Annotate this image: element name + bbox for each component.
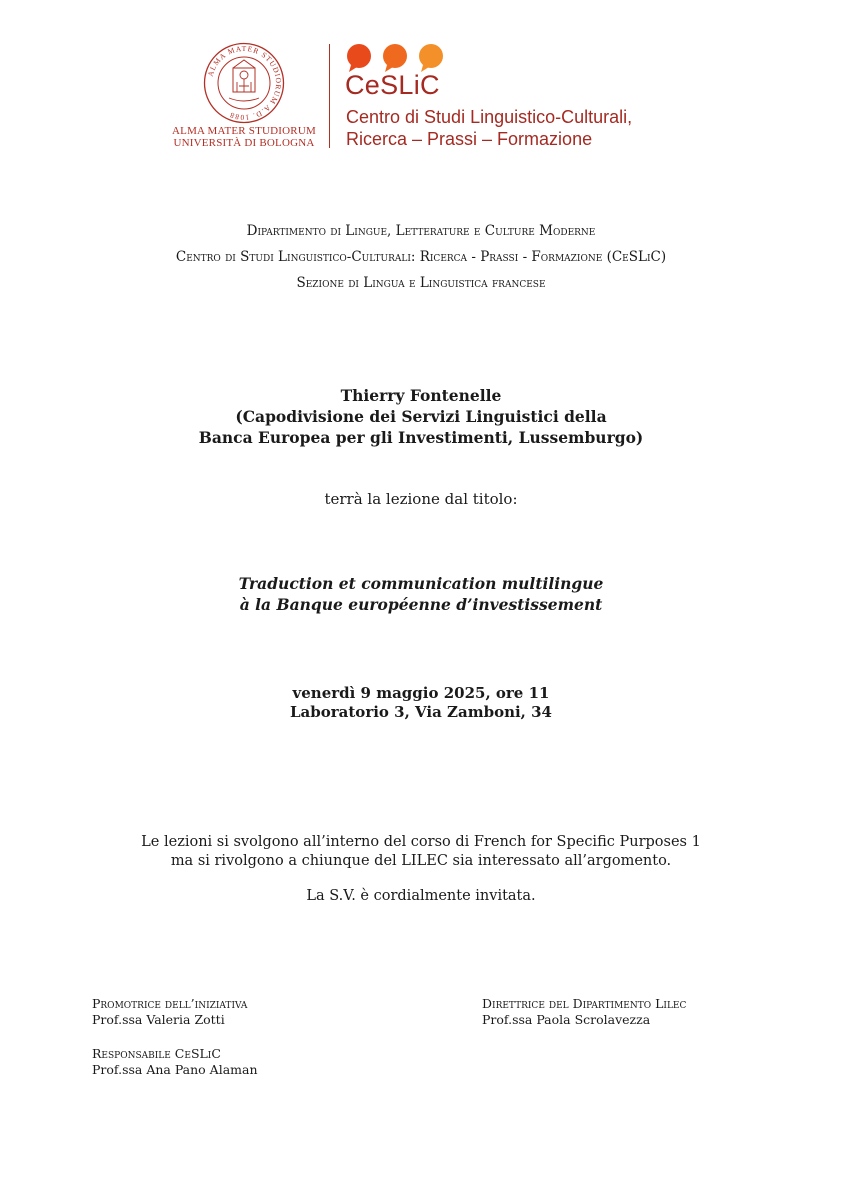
speaker-role-line2: Banca Europea per gli Investimenti, Lussemburgo) [198,428,644,447]
university-line1: ALMA MATER STUDIORUM [172,125,316,137]
speaker-name: Thierry Fontenelle [340,386,502,405]
event-details [0,684,842,722]
event-date: venerdì 9 maggio 2025, ore 11 [292,684,550,702]
speaker-block [0,385,842,448]
lecture-intro: terrà la lezione dal titolo: [324,490,518,508]
event-place: Laboratorio 3, Via Zamboni, 34 [290,703,552,721]
course-note-line1: Le lezioni si svolgono all’interno del corso di French for Specific Purposes 1 [141,834,701,850]
promoter-role: Promotrice dell’iniziativa [92,996,248,1011]
ceslic-bubbles-icon [345,43,450,73]
center-subtitle-line2: Ricerca – Prassi – Formazione [346,129,593,149]
lecture-title-line1: Traduction et communication multilingue [238,574,604,593]
ceslic-head-name: Prof.ssa Ana Pano Alaman [92,1062,258,1077]
university-seal-logo [203,42,285,124]
seal-text: ALMA MATER STUDIORUM A.D. 1088 [205,43,284,123]
director-name: Prof.ssa Paola Scrolavezza [482,1012,651,1027]
signature-director [482,996,686,1028]
university-line2: UNIVERSITÀ DI BOLOGNA [173,137,315,149]
lecture-title-line2: à la Banque européenne d’investissement [239,595,603,614]
signature-ceslic-head [92,1046,258,1078]
organizer-section: Sezione di Lingua e Linguistica francese [296,275,546,291]
center-subtitle-line1: Centro di Studi Linguistico-Culturali, [346,107,633,127]
director-role: Direttrice del Dipartimento Lilec [482,996,687,1011]
organizer-department: Dipartimento di Lingue, Letterature e Culture Moderne [246,223,596,239]
promoter-name: Prof.ssa Valeria Zotti [92,1012,225,1027]
ceslic-head-role: Responsabile CeSLiC [92,1046,221,1061]
signature-promoter [92,996,247,1028]
logo-divider [329,44,330,148]
speaker-role-line1: (Capodivisione dei Servizi Linguistici della [235,407,607,426]
center-subtitle [346,106,632,150]
organizer-center: Centro di Studi Linguistico-Culturali: Ricerca - Prassi - Formazione (CeSLiC) [175,249,667,265]
organizers-block [0,218,842,296]
lecture-title [0,573,842,615]
invitation-line: La S.V. è cordialmente invitata. [306,888,536,904]
course-note [0,833,842,871]
center-name: CeSLiC [345,70,440,100]
course-note-line2: ma si rivolgono a chiunque del LILEC sia interessato all’argomento. [170,853,672,869]
university-name [160,125,328,149]
